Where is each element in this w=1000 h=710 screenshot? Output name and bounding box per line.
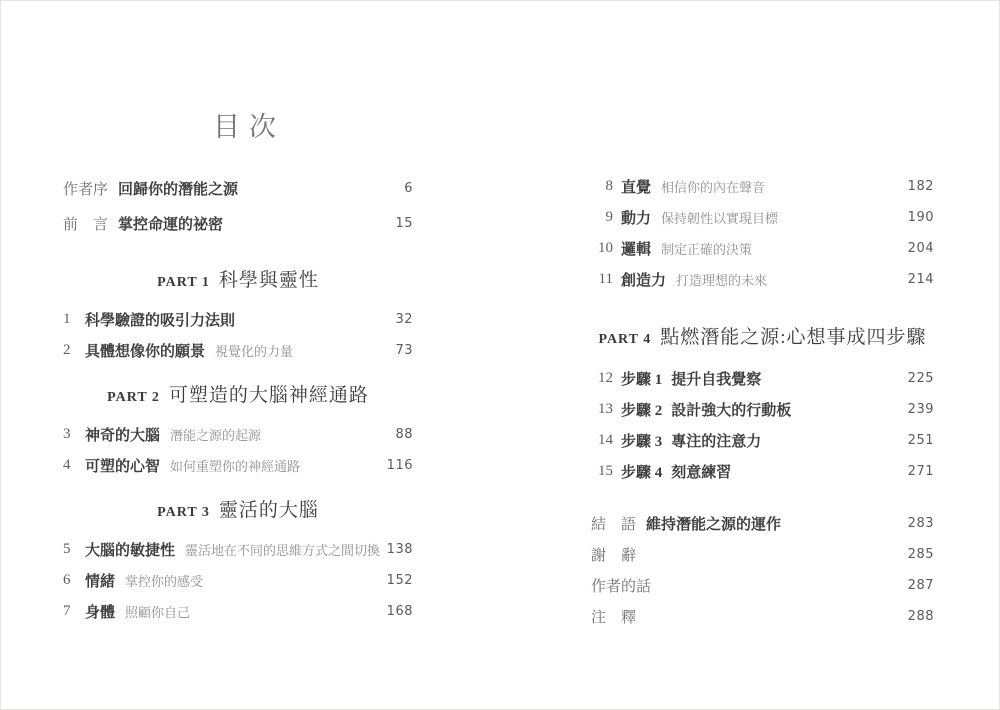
- page-number: 239: [907, 402, 934, 417]
- part-heading: [63, 496, 413, 526]
- toc-entry-chapter: [591, 425, 934, 456]
- chapter-subtitle: 保持韌性以實現目標: [661, 211, 779, 226]
- page-number: 182: [907, 179, 934, 194]
- entry-label: 前 言: [63, 217, 109, 233]
- chapter-number: 10: [598, 240, 613, 256]
- chapter-number: 6: [63, 572, 71, 588]
- toc-entry-chapter: [63, 450, 413, 481]
- toc-entry-back-matter: [591, 601, 934, 632]
- chapter-subtitle: 如何重塑你的神經通路: [170, 459, 301, 474]
- chapter-number: 2: [63, 342, 71, 358]
- toc-entry-chapter: [63, 335, 413, 366]
- chapter-title: 步驟 1: [621, 372, 663, 388]
- toc-entry-chapter: [591, 171, 934, 202]
- toc-entry-back-matter: [591, 539, 934, 570]
- entry-title: 維持潛能之源的運作: [646, 517, 782, 533]
- chapter-title: 動力: [621, 211, 652, 227]
- toc-entry-chapter: [63, 534, 413, 565]
- entry-title: 掌控命運的祕密: [118, 217, 224, 233]
- chapter-subtitle: 潛能之源的起源: [170, 428, 262, 443]
- chapter-subtitle: 打造理想的未來: [676, 273, 768, 288]
- page-title: 目次: [213, 112, 285, 143]
- chapter-number: 3: [63, 426, 71, 442]
- chapter-subtitle: 相信你的內在聲音: [661, 180, 766, 195]
- page-number: 251: [907, 433, 934, 448]
- entry-title: 回歸你的潛能之源: [118, 182, 239, 198]
- entry-label: 謝 辭: [591, 548, 637, 564]
- chapter-title-part2: 設計強大的行動板: [671, 403, 792, 419]
- page-number: 116: [386, 458, 413, 473]
- toc-entry-chapter: [591, 456, 934, 487]
- toc-entry-chapter: [63, 419, 413, 450]
- page-number: 15: [395, 216, 413, 231]
- chapter-number: 9: [605, 209, 613, 225]
- chapter-title: 情緒: [85, 574, 116, 590]
- chapter-title: 身體: [85, 605, 116, 621]
- chapter-title: 神奇的大腦: [85, 428, 161, 444]
- chapter-title: 邏輯: [621, 242, 652, 258]
- toc-entry-chapter: [591, 394, 934, 425]
- part-label: PART 2: [107, 390, 160, 405]
- chapter-title: 步驟 3: [621, 434, 663, 450]
- part-title: 科學與靈性: [218, 270, 319, 291]
- part-title: 可塑造的大腦神經通路: [168, 385, 369, 406]
- page-number: 283: [907, 516, 934, 531]
- toc-entry-chapter: [63, 596, 413, 627]
- part-heading: [63, 266, 413, 296]
- entry-label: 作者的話: [591, 579, 652, 595]
- chapter-subtitle: 視覺化的力量: [215, 344, 294, 359]
- part-label: PART 4: [598, 332, 652, 347]
- part-title: 靈活的大腦: [218, 500, 319, 521]
- chapter-title-part2: 提升自我覺察: [671, 372, 762, 388]
- page-number: 32: [395, 312, 413, 327]
- chapter-title: 步驟 2: [621, 403, 663, 419]
- page-number: 168: [386, 604, 413, 619]
- page-number: 190: [907, 210, 934, 225]
- page-number: 271: [907, 464, 934, 479]
- toc-entry-back-matter: [591, 508, 934, 539]
- chapter-number: 15: [598, 463, 613, 479]
- chapter-number: 12: [598, 370, 613, 386]
- toc-entry-front-matter: [63, 171, 413, 206]
- chapter-title: 直覺: [621, 180, 652, 196]
- part-title: 點燃潛能之源:心想事成四步驟: [660, 327, 927, 348]
- page-number: 6: [404, 181, 413, 196]
- chapter-title: 大腦的敏捷性: [85, 543, 176, 559]
- chapter-number: 7: [63, 603, 71, 619]
- page-number: 287: [907, 578, 934, 593]
- chapter-number: 1: [63, 311, 71, 327]
- page-number: 204: [907, 241, 934, 256]
- chapter-number: 13: [598, 401, 613, 417]
- page-number: 285: [907, 547, 934, 562]
- page-number: 225: [907, 371, 934, 386]
- toc-entry-chapter: [591, 264, 934, 295]
- toc-entry-chapter: [591, 363, 934, 394]
- chapter-number: 11: [598, 271, 613, 287]
- page-number: 138: [386, 542, 413, 557]
- chapter-subtitle: 靈活地在不同的思維方式之間切換: [185, 543, 381, 558]
- toc-entry-chapter: [591, 202, 934, 233]
- chapter-number: 8: [605, 178, 613, 194]
- chapter-title: 創造力: [621, 273, 667, 289]
- part-label: PART 3: [157, 505, 210, 520]
- chapter-number: 14: [598, 432, 613, 448]
- page-number: 88: [395, 427, 413, 442]
- chapter-number: 5: [63, 541, 71, 557]
- page-number: 152: [386, 573, 413, 588]
- part-label: PART 1: [157, 275, 210, 290]
- part-heading: [591, 323, 934, 353]
- chapter-title-part2: 專注的注意力: [671, 434, 762, 450]
- part-heading: [63, 381, 413, 411]
- toc-entry-back-matter: [591, 570, 934, 601]
- chapter-subtitle: 照顧你自己: [125, 605, 191, 620]
- page-number: 214: [907, 272, 934, 287]
- toc-entry-chapter: [63, 565, 413, 596]
- toc-entry-chapter: [591, 233, 934, 264]
- page-number: 288: [907, 609, 934, 624]
- chapter-subtitle: 制定正確的決策: [661, 242, 753, 257]
- toc-column-right: [591, 171, 934, 632]
- entry-label: 結 語: [591, 517, 637, 533]
- entry-label: 作者序: [63, 182, 109, 198]
- chapter-title: 可塑的心智: [85, 459, 161, 475]
- chapter-subtitle: 掌控你的感受: [125, 574, 204, 589]
- page-number: 73: [395, 343, 413, 358]
- toc-column-left: [63, 171, 413, 627]
- chapter-title: 步驟 4: [621, 465, 663, 481]
- toc-entry-chapter: [63, 304, 413, 335]
- toc-entry-front-matter: [63, 206, 413, 241]
- entry-label: 注 釋: [591, 610, 637, 626]
- chapter-number: 4: [63, 457, 71, 473]
- chapter-title: 具體想像你的願景: [85, 344, 206, 360]
- chapter-title-part2: 刻意練習: [671, 465, 732, 481]
- chapter-title: 科學驗證的吸引力法則: [85, 313, 236, 329]
